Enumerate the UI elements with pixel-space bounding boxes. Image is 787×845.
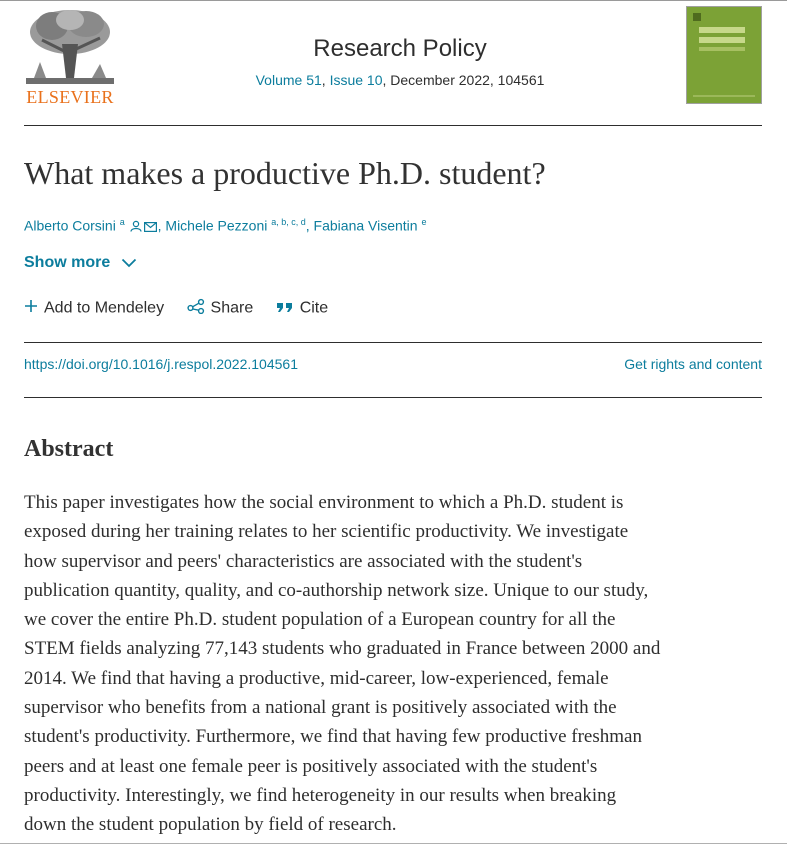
abstract-line: student's productivity. Furthermore, we find that having few productive freshman bbox=[24, 726, 642, 748]
article-title: What makes a productive Ph.D. student? bbox=[24, 155, 546, 191]
meta-comma: , bbox=[321, 72, 330, 88]
top-border bbox=[0, 0, 787, 1]
cover-title-bar bbox=[699, 27, 745, 33]
cover-title-bar bbox=[699, 37, 745, 43]
abstract-line: how supervisor and peers' characteristics are associated with the student's bbox=[24, 550, 583, 572]
author-link[interactable]: Alberto Corsini bbox=[24, 217, 116, 234]
volume-link[interactable]: Volume 51 bbox=[255, 72, 322, 88]
doi-link[interactable]: https://doi.org/10.1016/j.respol.2022.104561 bbox=[24, 356, 298, 372]
bottom-border bbox=[0, 843, 787, 844]
envelope-icon[interactable] bbox=[144, 219, 157, 235]
abstract-line: publication quantity, quality, and co-authorship network size. Unique to our study, bbox=[24, 579, 649, 601]
abstract-line: productivity. Interestingly, we find heterogeneity in our results when breaking bbox=[24, 784, 617, 806]
journal-meta bbox=[200, 72, 600, 88]
abstract-text bbox=[24, 488, 764, 840]
abstract-heading: Abstract bbox=[24, 436, 114, 462]
author-separator: , bbox=[157, 217, 166, 234]
doi-divider-bottom bbox=[24, 397, 762, 398]
person-icon[interactable] bbox=[130, 219, 142, 235]
rights-link[interactable]: Get rights and content bbox=[624, 356, 762, 372]
journal-cover-thumbnail[interactable] bbox=[686, 6, 762, 104]
abstract-line: down the student population by field of research. bbox=[24, 814, 397, 836]
share-label: Share bbox=[210, 299, 254, 317]
cite-button[interactable] bbox=[276, 299, 328, 318]
mendeley-label: Add to Mendeley bbox=[44, 299, 165, 317]
issue-link[interactable]: Issue 10 bbox=[329, 72, 383, 88]
share-button[interactable] bbox=[187, 298, 254, 319]
abstract-line: peers and at least one female peer is positively associated with the student's bbox=[24, 755, 598, 777]
abstract-line: exposed during her training relates to her scientific productivity. We investigate bbox=[24, 521, 629, 543]
author-list bbox=[24, 217, 427, 235]
author-separator: , bbox=[305, 217, 314, 234]
abstract-line: This paper investigates how the social environment to which a Ph.D. student is bbox=[24, 492, 624, 513]
journal-header bbox=[200, 34, 600, 88]
author-link[interactable]: Fabiana Visentin bbox=[313, 217, 418, 234]
author-affiliation[interactable]: a bbox=[119, 217, 125, 227]
author-affiliation[interactable]: a, b, c, d bbox=[271, 217, 306, 227]
author-affiliation[interactable]: e bbox=[421, 217, 427, 227]
abstract-line: 2014. We find that having a productive, mid-career, low-experienced, female bbox=[24, 667, 609, 689]
cover-logo-mark bbox=[693, 13, 701, 21]
add-to-mendeley-button[interactable] bbox=[24, 299, 164, 318]
show-more-button[interactable] bbox=[24, 254, 137, 272]
article-actions bbox=[24, 298, 346, 319]
abstract-line: supervisor who benefits from a national grant is positively associated with the bbox=[24, 697, 617, 719]
quote-icon bbox=[276, 299, 294, 318]
journal-title[interactable]: Research Policy bbox=[313, 35, 487, 62]
issue-date: , December 2022, 104561 bbox=[382, 72, 545, 88]
author-link[interactable]: Michele Pezzoni bbox=[165, 217, 268, 234]
show-more-label: Show more bbox=[24, 254, 111, 271]
header-divider bbox=[24, 125, 762, 126]
abstract-line: we cover the entire Ph.D. student population of a European country for all the bbox=[24, 609, 616, 631]
cite-label: Cite bbox=[299, 299, 329, 317]
cover-subtitle-bar bbox=[699, 47, 745, 51]
chevron-down-icon bbox=[121, 258, 137, 268]
plus-icon bbox=[24, 299, 38, 318]
doi-divider-top bbox=[24, 342, 762, 343]
share-icon bbox=[187, 298, 205, 319]
cover-footer-bar bbox=[693, 95, 755, 97]
tree-logo-icon bbox=[22, 6, 118, 86]
publisher-name: ELSEVIER bbox=[26, 87, 114, 107]
abstract-line: STEM fields analyzing 77,143 students who graduated in France between 2000 and bbox=[24, 638, 661, 660]
